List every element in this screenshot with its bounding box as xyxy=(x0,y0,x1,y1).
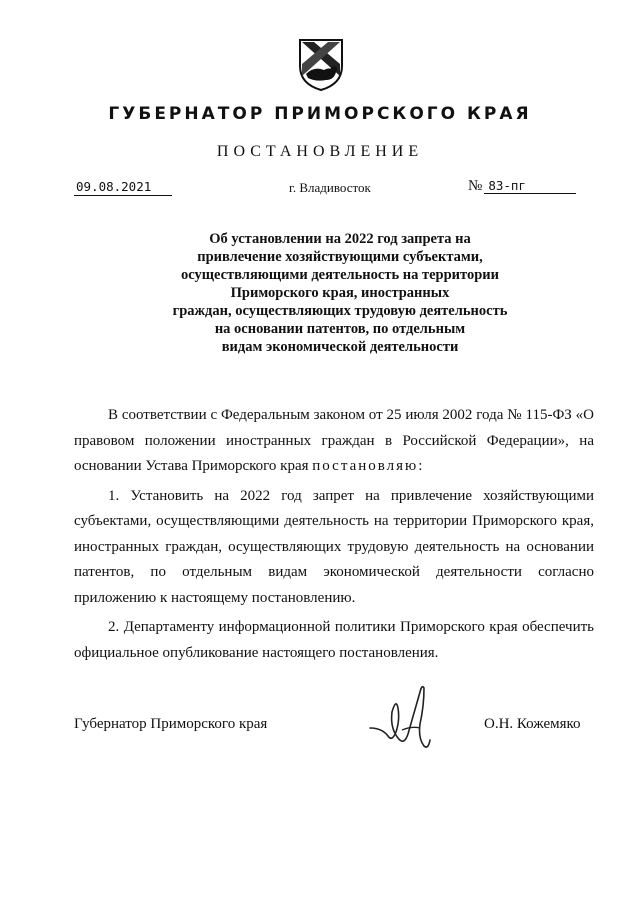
title-line: на основании патентов, по отдельным xyxy=(214,321,466,337)
document-title xyxy=(150,230,530,356)
authority-heading: ГУБЕРНАТОР ПРИМОРСКОГО КРАЯ xyxy=(108,104,532,124)
signatory-name: О.Н. Кожемяко xyxy=(484,716,581,732)
document-body xyxy=(74,403,594,670)
number-value: 83-пг xyxy=(484,178,576,194)
title-line: привлечение хозяйствующими субъектами, xyxy=(197,249,483,265)
decree-colon: : xyxy=(418,458,423,474)
document-date: 09.08.2021 xyxy=(74,178,172,196)
primorsky-coat-of-arms-icon xyxy=(296,36,346,92)
title-line: видам экономической деятельности xyxy=(221,339,459,355)
title-line: Приморского края, иностранных xyxy=(230,285,450,301)
decree-word: постановляю xyxy=(312,458,419,474)
document-city: г. Владивосток xyxy=(289,180,371,195)
handwritten-signature-icon xyxy=(368,676,448,756)
preamble-paragraph xyxy=(74,403,594,480)
title-line: осуществляющими деятельность на территории xyxy=(181,267,499,283)
number-sign: № xyxy=(468,178,483,194)
item-2-paragraph: 2. Департаменту информационной политики Приморского края обеспечить официальное опубликование настоящего постановления. xyxy=(74,619,594,661)
preamble-text: В соответствии с Федеральным законом от 25 июля 2002 года № 115-ФЗ «О правовом положении иностранных граждан в Российской Федерации», на основании Устава Приморского края xyxy=(74,407,594,474)
document-number xyxy=(468,177,580,195)
title-line: граждан, осуществляющих трудовую деятельность xyxy=(172,303,508,319)
item-1-paragraph: 1. Установить на 2022 год запрет на привлечение хозяйствующими субъектами, осуществляющими деятельность на территории Приморского края, иностранных граждан, осуществляющих трудовую деятельность на основании патентов, по отдельным видам экономической деятельности согласно приложению к настоящему постановлению. xyxy=(74,487,594,606)
signatory-position: Губернатор Приморского края xyxy=(74,716,268,732)
document-type: ПОСТАНОВЛЕНИЕ xyxy=(216,143,424,160)
title-line: Об установлении на 2022 год запрета на xyxy=(209,231,471,247)
